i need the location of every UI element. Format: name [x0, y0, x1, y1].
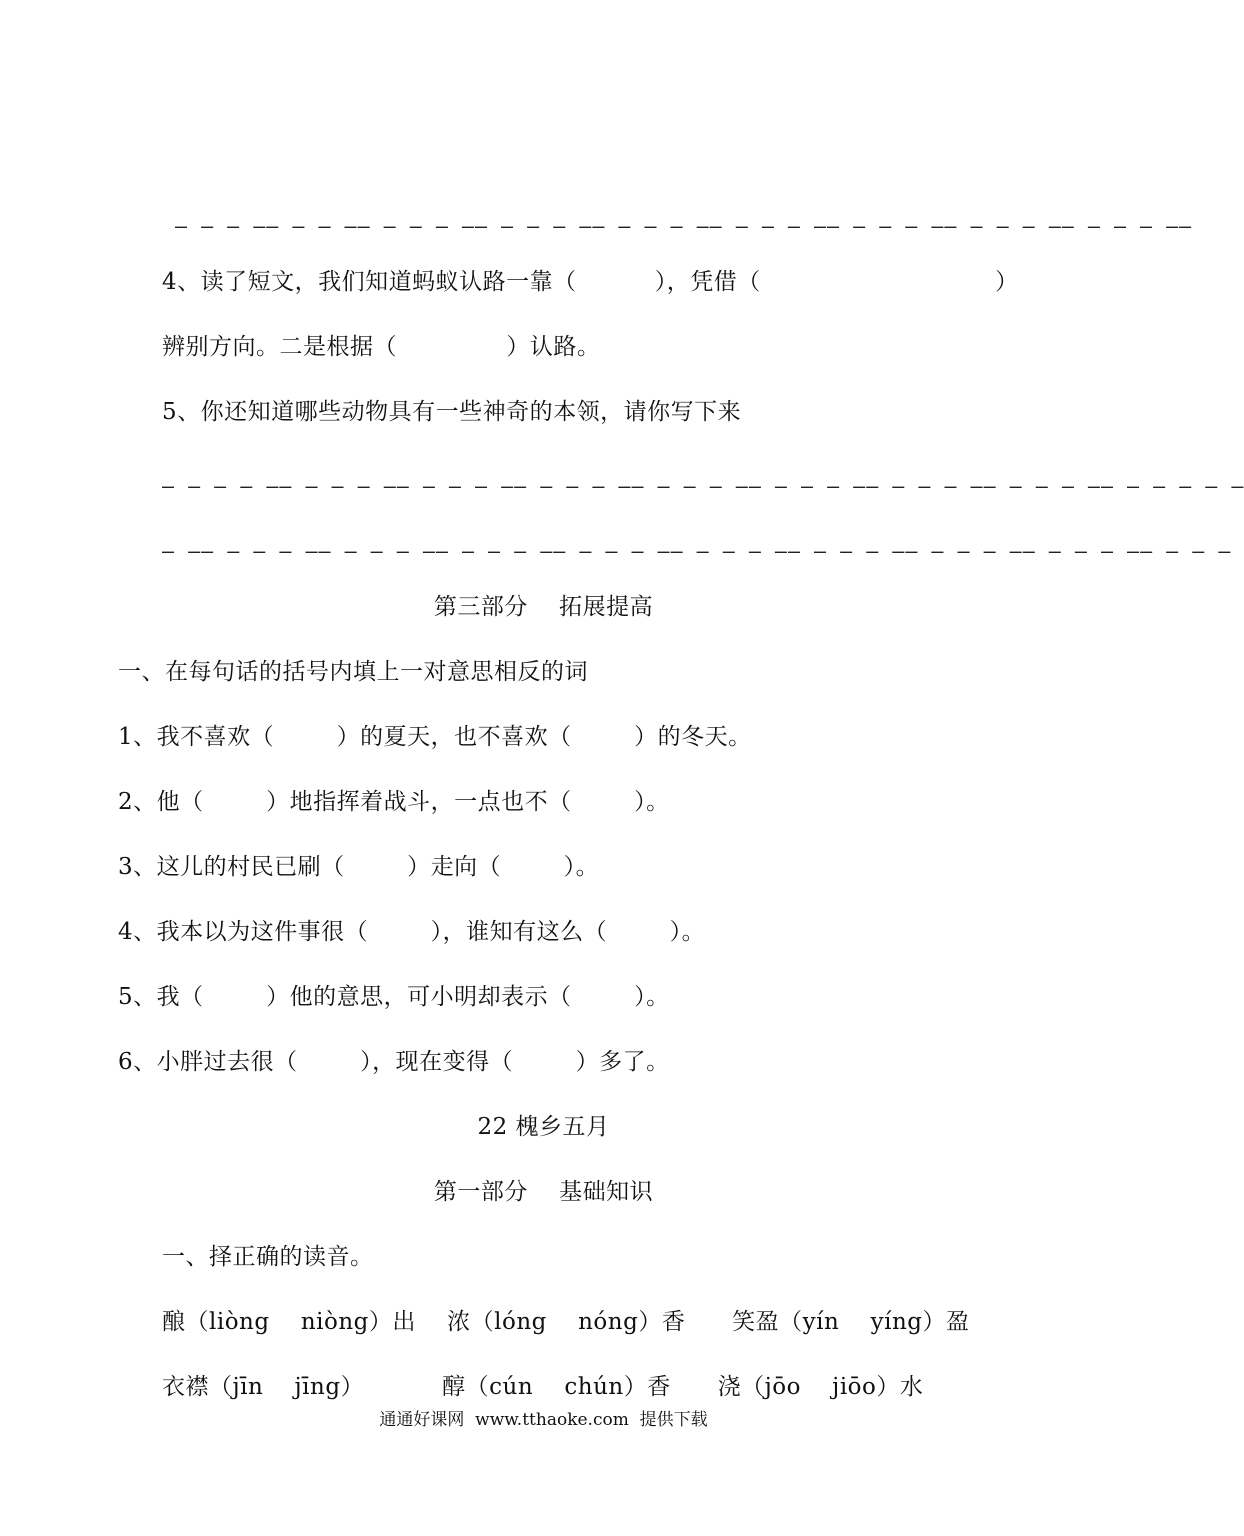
answer-line-1[interactable]: – – – –– – – –– – – – –– – – – –– – – – –– – – – –– – – – –– – – – –– – – – –– [175, 214, 1193, 238]
lesson-title: 22 槐乡五月 [477, 1114, 610, 1140]
list-item: 1、我不喜欢（ ）的夏天，也不喜欢（ ）的冬天。 [118, 724, 752, 750]
section-3-question-1: 一、在每句话的括号内填上一对意思相反的词 [118, 659, 588, 685]
list-item: 2、他（ ）地指挥着战斗，一点也不（ ）。 [118, 789, 670, 815]
section-1-title: 第一部分 基础知识 [433, 1179, 654, 1205]
list-item: 4、我本以为这件事很（ ），谁知有这么（ ）。 [118, 919, 706, 945]
list-item: 3、这儿的村民已刷（ ）走向（ ）。 [118, 854, 600, 880]
answer-line-2[interactable]: – – – – –– – – – –– – – – –– – – – –– – – – –– – – – –– – – – –– – – – –– – – – – – [162, 474, 1244, 498]
page-footer: 通通好课网 www.tthaoke.com 提供下载 [379, 1410, 708, 1430]
list-item: 6、小胖过去很（ ），现在变得（ ）多了。 [118, 1049, 670, 1075]
question-4-line-1: 4、读了短文，我们知道蚂蚁认路一靠（ ），凭借（ ） [162, 269, 1019, 295]
pinyin-row-2: 衣襟（jīn jīng） 醇（cún chún）香 浇（jōo jiōo）水 [162, 1374, 924, 1400]
question-4-line-2: 辨别方向。二是根据（ ）认路。 [162, 334, 601, 360]
list-item: 5、我（ ）他的意思，可小明却表示（ ）。 [118, 984, 670, 1010]
question-5: 5、你还知道哪些动物具有一些神奇的本领，请你写下来 [162, 399, 742, 425]
answer-line-3[interactable]: – –– – – – –– – – – –– – – – –– – – – –– – – – –– – – – –– – – – –– – – – –– – – – [162, 539, 1232, 563]
pinyin-row-1: 酿（liòng niòng）出 浓（lóng nóng）香 笑盈（yín yíng）盈 [162, 1309, 970, 1335]
section-3-title: 第三部分 拓展提高 [433, 594, 654, 620]
pinyin-instruction: 一、择正确的读音。 [162, 1244, 374, 1270]
